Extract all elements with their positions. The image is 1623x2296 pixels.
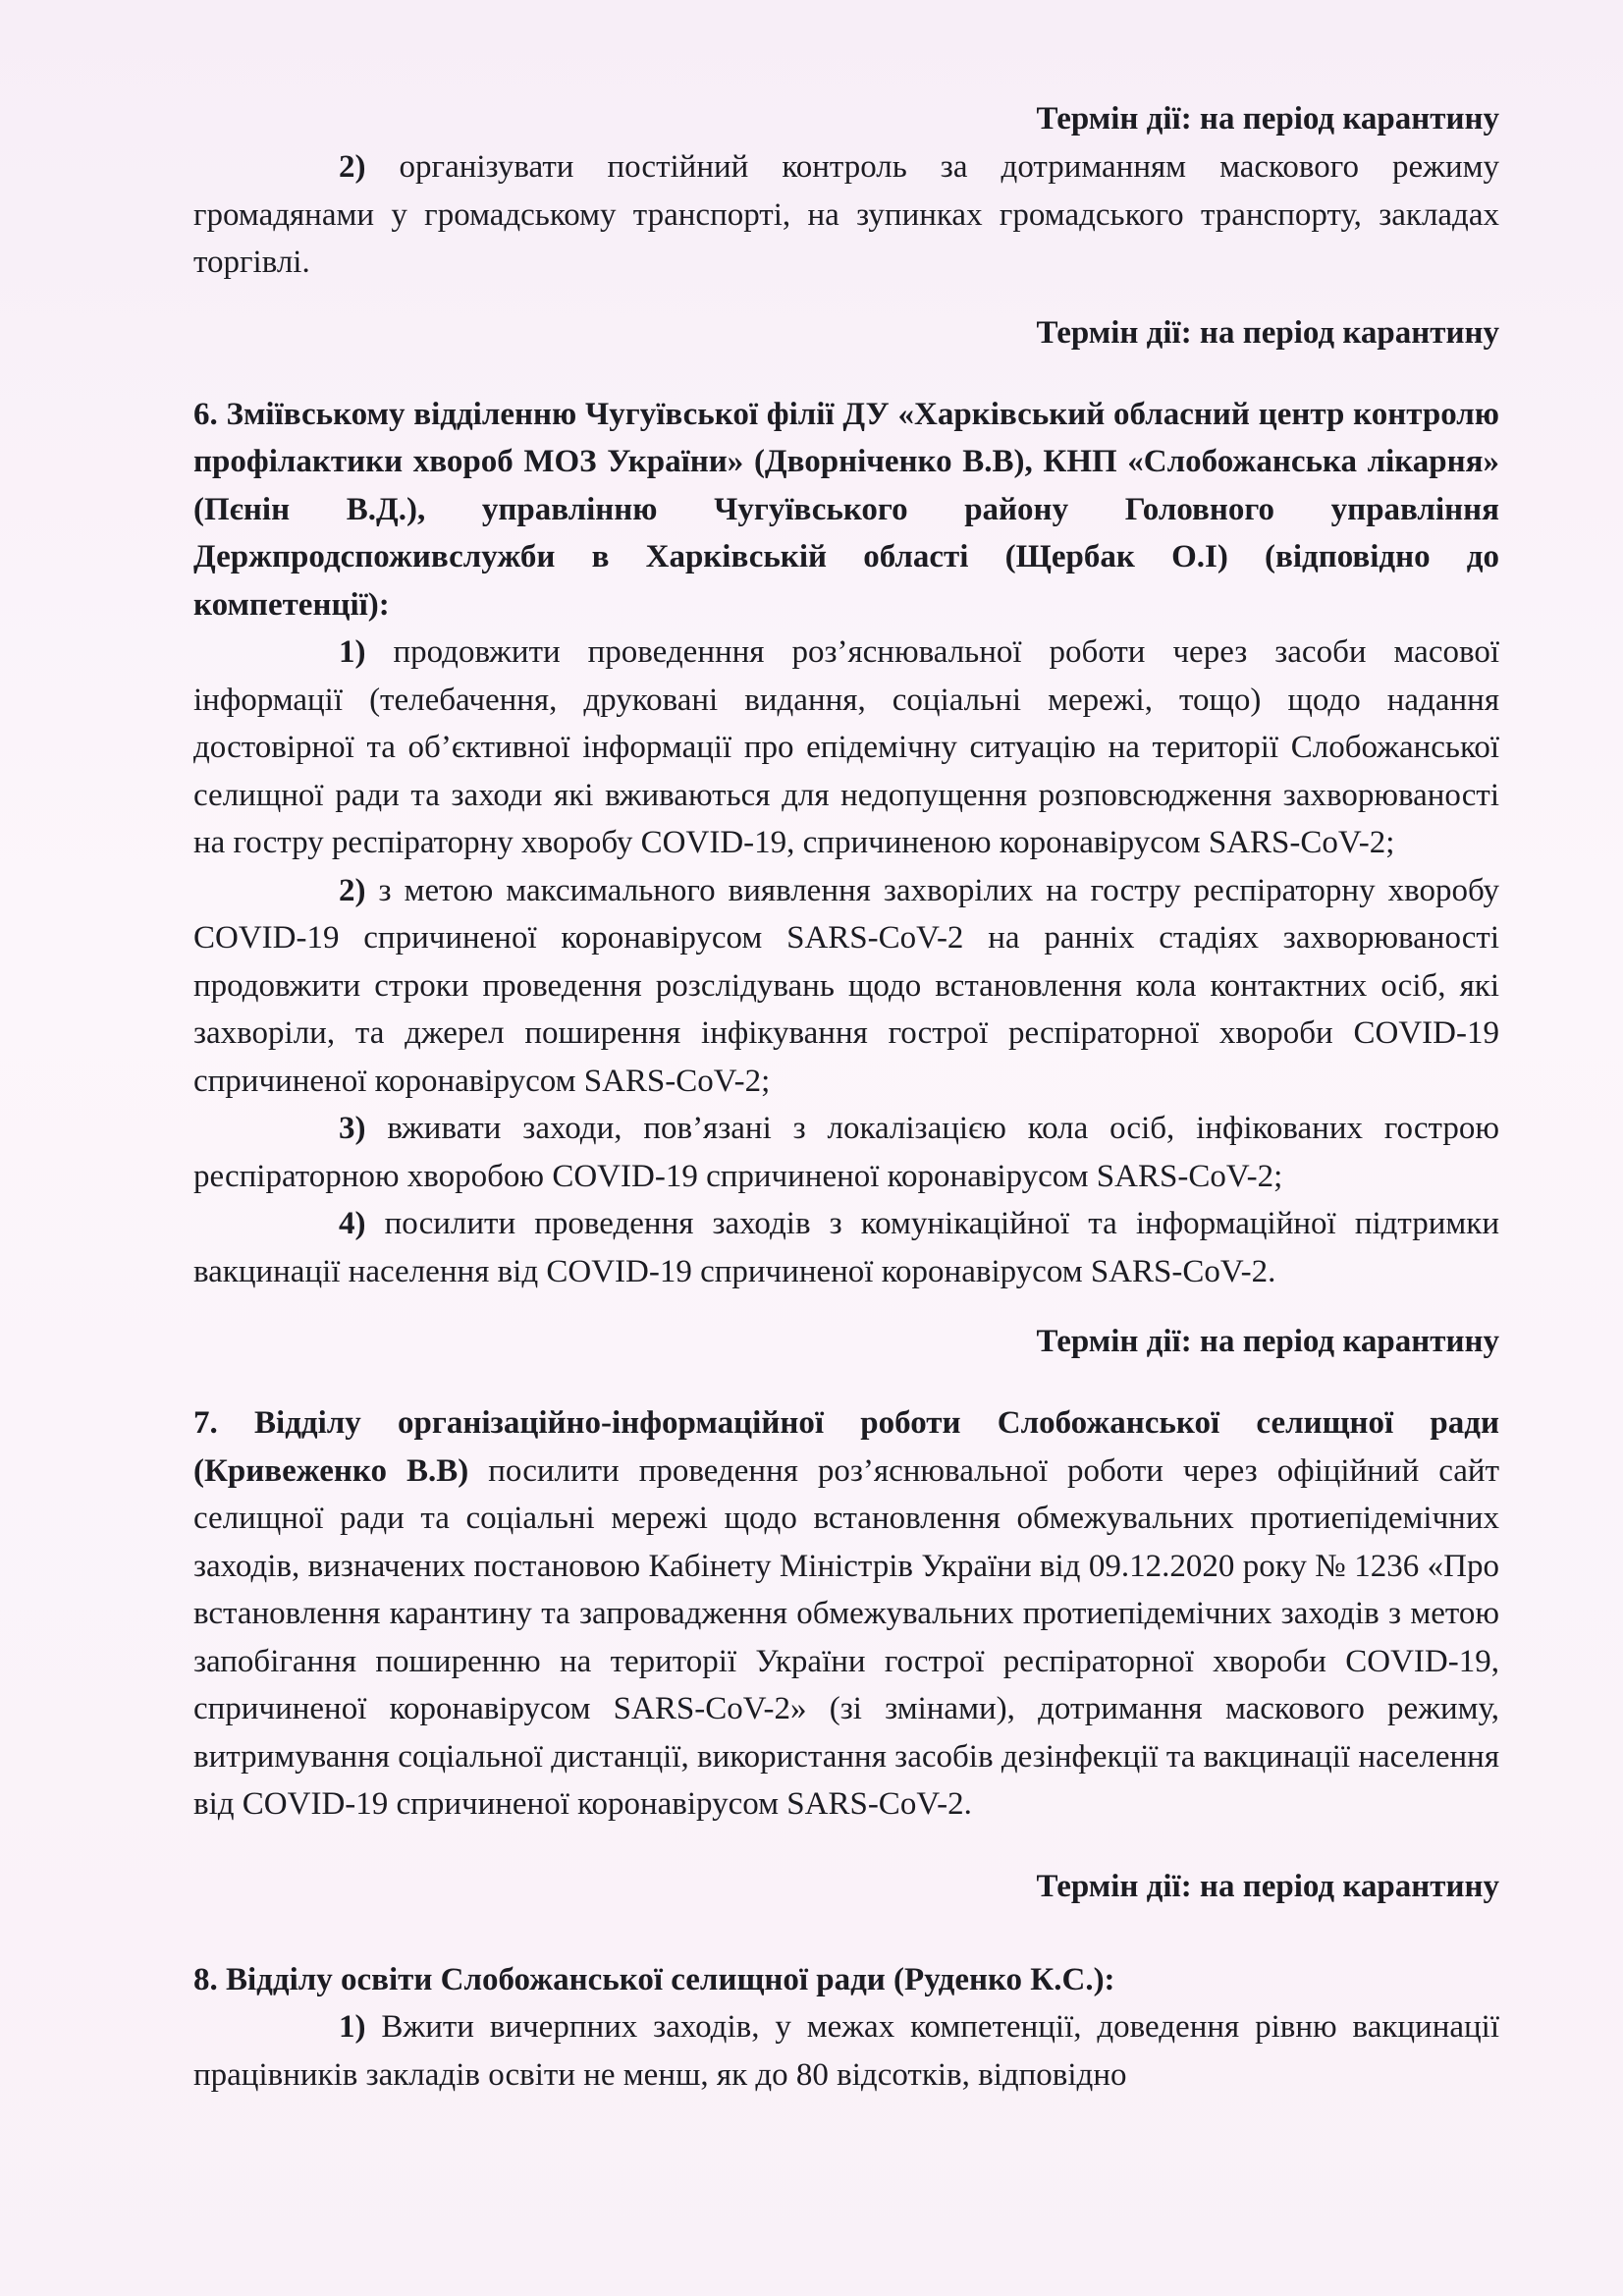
section-7-text: посилити проведення роз’яснювальної роботи через офіційний сайт селищної ради та соціальні мережі щодо встановлення обмежувальних протиепідемічних заходів, визначених постановою Кабінету Міністрів України від 09.12.2020 року № 1236 «Про встановлення карантину та запровадження обмежувальних протиепідемічних заходів з метою запобігання поширенню на території України гострої респіраторної хвороби COVID-19, спричиненої коронавірусом SARS-CoV-2» (зі змінами), дотримання маскового режиму, витримування соціальної дистанції, використання засобів дезінфекції та вакцинації населення від COVID-19 спричиненої коронавірусом SARS-CoV-2. — [193, 1452, 1499, 1822]
section-6-title: 6. Зміївському відділенню Чугуївської філії ДУ «Харківський обласний центр контролю профілактики хвороб МОЗ України» (Дворніченко В.В), КНП «Слобожанська лікарня» (Пєнін В.Д.), управлінню Чугуївського району Головного управління Держпродспоживслужби в Харківській області (Щербак О.І) (відповідно до компетенції): — [193, 396, 1499, 623]
document-body — [193, 94, 1499, 2099]
section-8-item-1 — [193, 2003, 1499, 2099]
deadline-line: Термін дії: на період карантину — [1036, 1868, 1499, 1904]
item-text: Вжити вичерпних заходів, у межах компетенції, доведення рівню вакцинації працівників закладів освіти не менш, як до 80 відсотків, відповідно — [193, 2009, 1499, 2093]
item-text: вживати заходи, пов’язані з локалізацією кола осіб, інфікованих гострою респіраторною хворобою COVID-19 спричиненої коронавірусом SARS-CoV-2; — [193, 1111, 1499, 1194]
intro-item-2 — [193, 143, 1499, 287]
deadline-line: Термін дії: на період карантину — [1036, 314, 1499, 351]
item-text: організувати постійний контроль за дотриманням маскового режиму громадянами у громадському транспорті, на зупинках громадського транспорту, закладах торгівлі. — [193, 149, 1499, 280]
section-6-item-1 — [193, 629, 1499, 867]
section-6-item-3 — [193, 1105, 1499, 1200]
section-6-item-2 — [193, 867, 1499, 1106]
item-number: 2) — [339, 872, 366, 908]
section-7 — [193, 1399, 1499, 1829]
item-number: 3) — [339, 1111, 366, 1146]
section-7-title: 7. Відділу організаційно-інформаційної роботи Слобожанської селищної ради (Кривеженко В.В) — [193, 1405, 1499, 1489]
deadline-line: Термін дії: на період карантину — [1036, 1324, 1499, 1359]
item-text: продовжити проведенння роз’яснювальної роботи через засоби масової інформації (телебачення, друковані видання, соціальні мережі, тощо) щодо надання достовірної та об’єктивної інформації про епідемічну ситуацію на території Слобожанської селищної ради та заходи які вживаються для недопущення розповсюдження захворюваності на гостру респіраторну хворобу COVID-19, спричиненою коронавірусом SARS-CoV-2; — [193, 634, 1499, 860]
item-text: посилити проведення заходів з комунікаційної та інформаційної підтримки вакцинації населення від COVID-19 спричиненої коронавірусом SARS-CoV-2. — [193, 1206, 1499, 1289]
section-8-title: 8. Відділу освіти Слобожанської селищної ради (Руденко К.С.): — [193, 1961, 1115, 1997]
section-6-item-4 — [193, 1200, 1499, 1295]
item-number: 1) — [339, 634, 366, 670]
item-text: з метою максимального виявлення захворілих на гостру респіраторну хворобу COVID-19 спричиненої коронавірусом SARS-CoV-2 на ранніх стадіях захворюваності продовжити строки проведення розслідувань щодо встановлення кола контактних осіб, які захворіли, та джерел поширення інфікування гострої респіраторної хвороби COVID-19 спричиненої коронавірусом SARS-CoV-2; — [193, 872, 1499, 1099]
item-number: 2) — [339, 149, 366, 185]
deadline-line: Термін дії: на період карантину — [1036, 101, 1499, 137]
item-number: 4) — [339, 1206, 366, 1241]
item-number: 1) — [339, 2009, 366, 2045]
